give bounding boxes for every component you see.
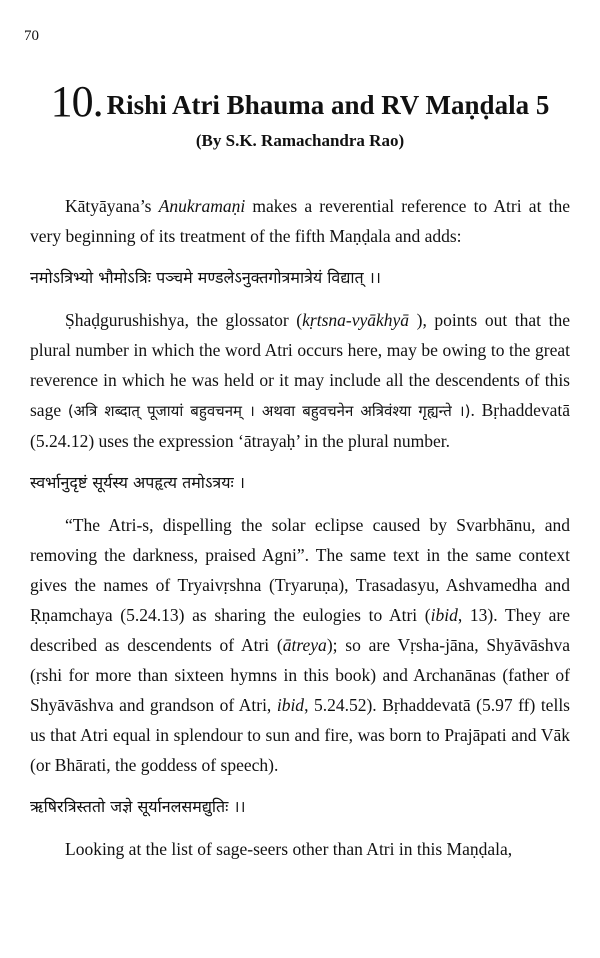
chapter-number: 10. xyxy=(50,77,103,126)
text-run: “The Atri-s, dispelling the solar eclipse caused by Svarbhānu, and removing the darkness, praised Agni”. The same text in the same context gives the names of Tryaivṛshna (Tryaruṇa), Trasadasyu, Ashvamedha and Ṛṇamchaya (5.24.13) as sharing the eulogies to Atri ( xyxy=(30,515,570,625)
sanskrit-verse-1: नमोऽत्रिभ्यो भौमोऽत्रिः पञ्चमे मण्डलेऽनुक्तगोत्रमात्रेयं विद्यात् ।। xyxy=(30,268,381,287)
author-byline: (By S.K. Ramachandra Rao) xyxy=(195,131,405,150)
italic-term: ibid xyxy=(430,605,458,625)
paragraph-4: Looking at the list of sage-seers other than Atri in this Maṇḍala, xyxy=(65,839,513,859)
chapter-name: Rishi Atri Bhauma and RV Maṇḍala 5 xyxy=(106,90,550,120)
paragraph-2 xyxy=(30,305,570,456)
text-run: . Bṛhaddevatā (5.24.12) uses the expression ‘ātrayaḥ’ in the plural number. xyxy=(30,400,570,451)
page-number: 70 xyxy=(24,28,39,44)
text-run: Ṣhaḍgurushishya, the glossator ( xyxy=(65,310,303,330)
paragraph-3 xyxy=(30,510,570,780)
italic-term: ātreya xyxy=(282,635,327,655)
text-run: , 5.24.52). Bṛhaddevatā (5.97 ff) tells us that Atri equal in splendour to sun and fire, was born to Prajāpati and Vāk (or Bhārati, the goddess of speech). xyxy=(30,695,570,775)
paragraph-1 xyxy=(30,191,570,251)
chapter-title xyxy=(30,76,570,127)
sanskrit-verse-3: ऋषिरत्रिस्ततो जज्ञे सूर्यानलसमद्युतिः ।। xyxy=(30,797,246,816)
italic-term: ibid xyxy=(276,695,305,715)
text-run: ); so are Vṛsha-jāna, Shyāvāshva (ṛshi for more than sixteen hymns in this book) and Archanānas (father of Shyāvāshva and grandson of Atri, xyxy=(30,635,570,715)
text-run: makes a reverential reference to Atri at the very beginning of its treatment of the fifth Maṇḍala and adds: xyxy=(30,196,571,246)
italic-term: kṛtsna-vyākhyā xyxy=(302,310,410,330)
italic-title: Anukramaṇi xyxy=(158,196,246,216)
sanskrit-verse-2: स्वर्भानुदृष्टं सूर्यस्य अपहृत्य तमोऽत्रयः । xyxy=(30,473,245,492)
text-run: Kātyāyana’s xyxy=(65,196,159,216)
text-run: ), points out that the plural number in which the word Atri occurs here, may be owing to the great reverence in which he was held or it may include all the descendents of this sage xyxy=(30,310,570,420)
text-run: , 13). They are described as descendents of Atri ( xyxy=(30,605,570,655)
sanskrit-inline: (अत्रि शब्दात् पूजायां बहुवचनम् । अथवा बहुवचनेन अत्रिवंश्या गृह्यन्ते ।) xyxy=(67,402,471,420)
